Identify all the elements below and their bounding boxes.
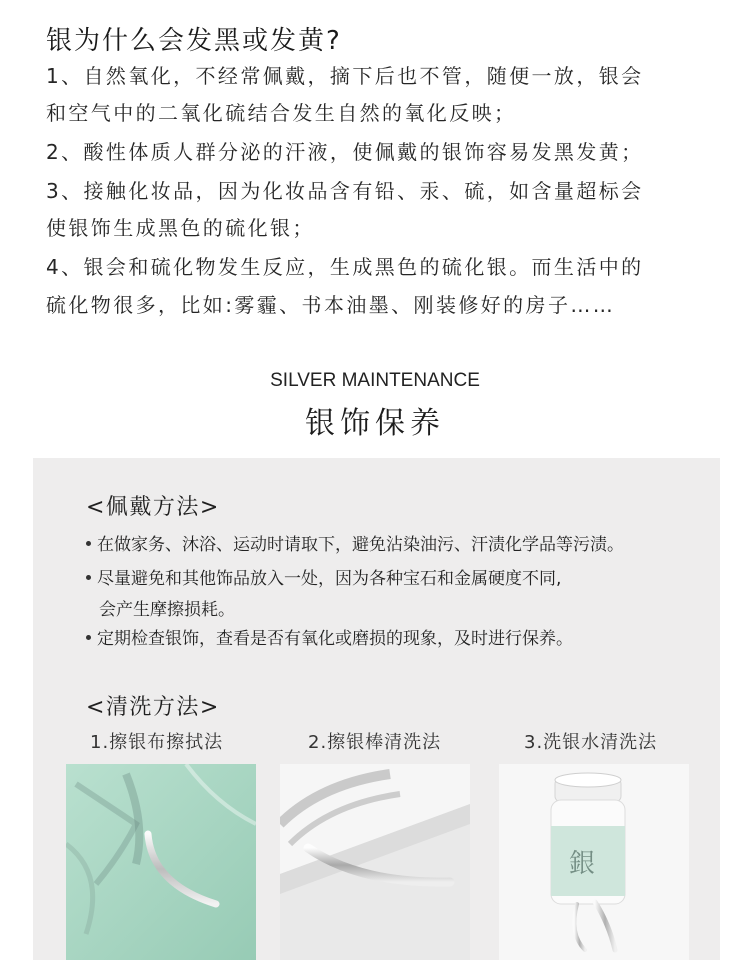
wearing-heading: <佩戴方法> <box>86 495 220 520</box>
cloth-photo <box>66 764 256 960</box>
bullet-dot <box>86 541 91 546</box>
cleaning-heading: <清洗方法> <box>86 695 220 720</box>
method-label-stick: 2.擦银棒清洗法 <box>308 732 442 753</box>
faq-line: 和空气中的二氧化硫结合发生自然的氧化反映； <box>46 101 517 125</box>
faq-line: 3、接触化妆品，因为化妆品含有铅、汞、硫，如含量超标会 <box>46 179 644 203</box>
stick-illustration <box>280 764 470 960</box>
bullet-text: 尽量避免和其他饰品放入一处，因为各种宝石和金属硬度不同, <box>97 569 562 589</box>
bottle-illustration <box>499 764 689 960</box>
care-panel <box>33 458 720 960</box>
bullet-dot <box>86 635 91 640</box>
wearing-bullet-continuation: 会产生摩擦损耗。 <box>99 600 235 620</box>
wearing-bullet <box>86 530 624 555</box>
cloth-illustration <box>66 764 256 960</box>
liquid-photo <box>499 764 689 960</box>
method-label-liquid: 3.洗银水清洗法 <box>524 732 658 753</box>
bullet-text: 定期检查银饰，查看是否有氧化或磨损的现象，及时进行保养。 <box>97 629 573 649</box>
faq-line: 2、酸性体质人群分泌的汗液，使佩戴的银饰容易发黑发黄； <box>46 140 644 164</box>
faq-line: 1、自然氧化，不经常佩戴，摘下后也不管，随便一放，银会 <box>46 64 644 88</box>
faq-title: 银为什么会发黑或发黄? <box>46 26 342 56</box>
faq-line: 4、银会和硫化物发生反应，生成黑色的硫化银。而生活中的 <box>46 255 644 279</box>
wearing-bullet <box>86 564 561 589</box>
bullet-text: 在做家务、沐浴、运动时请取下，避免沾染油污、汗渍化学品等污渍。 <box>97 535 624 555</box>
faq-line: 使银饰生成黑色的硫化银； <box>46 216 315 240</box>
section-title-cn: 银饰保养 <box>305 406 445 441</box>
stick-photo <box>280 764 470 960</box>
svg-text:銀: 銀 <box>569 849 596 879</box>
faq-line: 硫化物很多，比如:雾霾、书本油墨、刚装修好的房子…… <box>46 293 616 317</box>
section-title-en: SILVER MAINTENANCE <box>270 370 480 391</box>
method-label-cloth: 1.擦银布擦拭法 <box>90 732 224 753</box>
wearing-bullet <box>86 624 573 649</box>
bullet-dot <box>86 575 91 580</box>
